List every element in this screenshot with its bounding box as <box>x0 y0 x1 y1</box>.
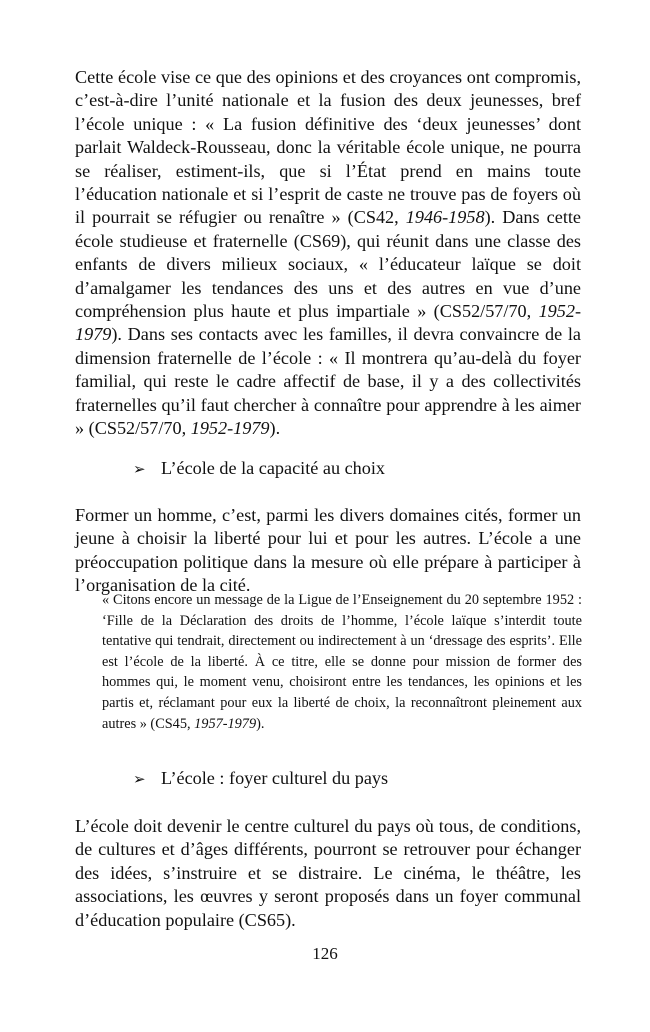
paragraph-cultural-center: L’école doit devenir le centre culturel du pays où tous, de conditions, de cultures et d’âges différents, pourront se retrouver pour échanger des idées, s’instruire et se distraire. Le cinéma, le théâtre, les associations, les œuvres y seront proposés dans un foyer communal d’éducation populaire (CS65). <box>75 816 581 930</box>
block-quote-ligue: « Citons encore un message de la Ligue de l’Enseignement du 20 septembre 1952 : ‘Fille de la Déclaration des droits de l’homme, l’école laïque s’interdit toute tentative qui tendrait, directement ou indirectement à un ‘dressage des esprits’. Elle est l’école de la liberté. À ce titre, elle se donne pour mission de former des hommes qui, le moment venu, choisiront entre les tendances, les opinions et les partis et, réclamant pour eux la liberté de choix, la reconnaîtront pleinement aux autres » (CS45, 1957-1979). <box>102 592 582 732</box>
section-heading-cultural: ➢ L’école : foyer culturel du pays <box>133 766 388 791</box>
section-heading-choice: ➢ L’école de la capacité au choix <box>133 456 385 481</box>
paragraph-unified-school: Cette école vise ce que des opinions et des croyances ont compromis, c’est-à-dire l’unité nationale et la fusion des deux jeunesses, bref l’école unique : « La fusion définitive des ‘deux jeunesses’ dont parlait Waldeck-Rousseau, donc la véritable école unique, ne pourra se réaliser, estiment-ils, que si l’État prend en mains toute l’éducation nationale et si l’esprit de caste ne trouve pas de foyers où il pourrait se réfugier ou renaître » (CS42, 1946-1958). Dans cette école studieuse et fraternelle (CS69), qui réunit dans une classe des enfants de divers milieux sociaux, « l’éducateur laïque se doit d’amalgamer les tendances des uns et des autres en vue d’une compréhension plus haute et plus impartiale » (CS52/57/70, 1952-1979). Dans ses contacts avec les familles, il devra convaincre de la dimension fraternelle de l’école : « Il montrera qu’au-delà du foyer familial, qui reste le cadre affectif de base, il y a des collectivités fraternelles qu’il faut chercher à connaître pour apprendre à les aimer » (CS52/57/70, 1952-1979). <box>75 67 581 439</box>
arrow-bullet-icon: ➢ <box>133 460 146 478</box>
page-number: 126 <box>312 944 338 963</box>
arrow-bullet-icon: ➢ <box>133 770 146 788</box>
paragraph-freedom: Former un homme, c’est, parmi les divers domaines cités, former un jeune à choisir la liberté pour lui et pour les autres. L’école a une préoccupation politique dans la mesure où elle prépare à participer à l’organisation de la cité. <box>75 505 581 596</box>
